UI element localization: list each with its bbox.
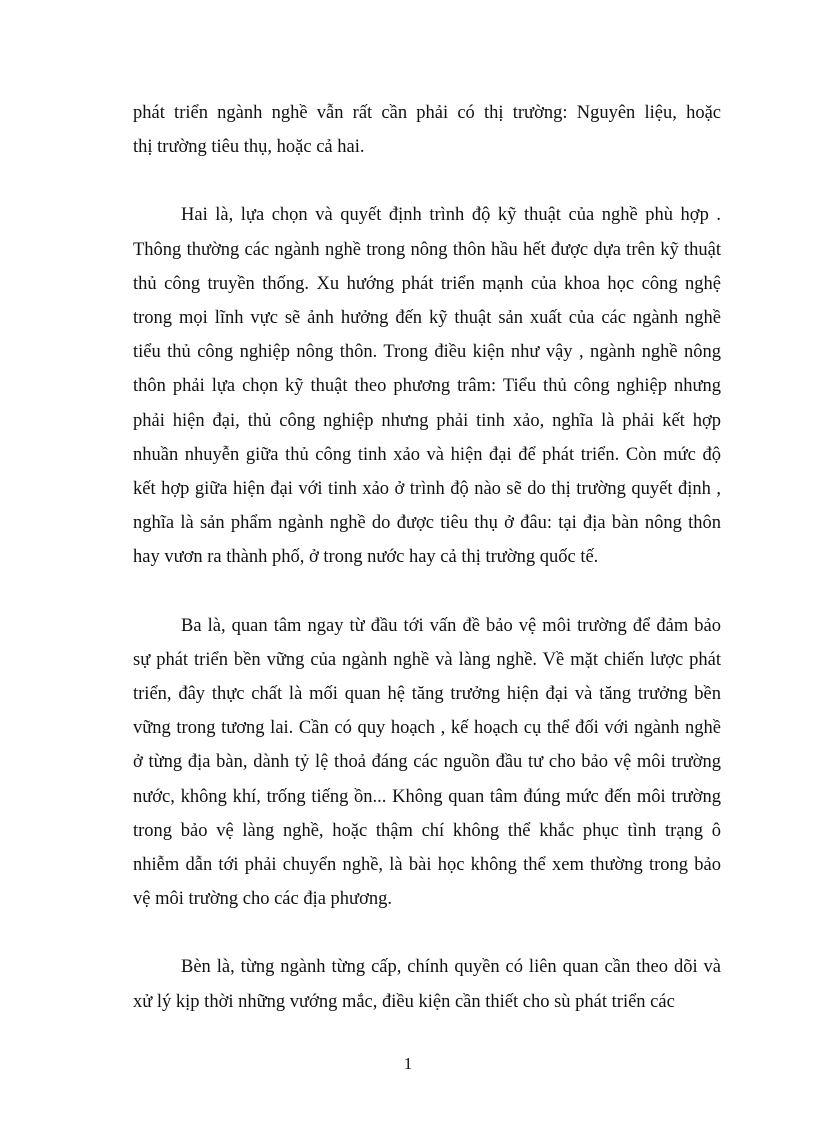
text-line: Bèn là, từng ngành từng cấp, chính quyền có liên quan cần theo dõi và: [181, 957, 721, 978]
text-line: trong bảo vệ làng nghề, hoặc thậm chí không thể khắc phục tình trạng ô: [133, 820, 721, 841]
paragraph-4: [133, 950, 721, 1018]
text-line: nhiễm dẫn tới phải chuyển nghề, là bài học không thể xem thường trong bảo: [133, 855, 721, 876]
text-line: nghĩa là sản phẩm ngành nghề do được tiêu thụ ở đâu: tại địa bàn nông thôn: [133, 513, 721, 534]
text-line: sự phát triển bền vững của ngành nghề và làng nghề. Về mặt chiến lược phát: [133, 649, 721, 670]
text-line: Thông thường các ngành nghề trong nông thôn hầu hết được dựa trên kỹ thuật: [133, 239, 721, 260]
text-line: trong mọi lĩnh vực sẽ ảnh hưởng đến kỹ thuật sản xuất của các ngành nghề: [133, 308, 721, 329]
text-line: xử lý kịp thời những vướng mắc, điều kiện cần thiết cho sù phát triển các: [133, 991, 675, 1012]
text-line: phát triển ngành nghề vẫn rất cần phải có thị trường: Nguyên liệu, hoặc: [133, 103, 721, 123]
text-line: hay vươn ra thành phố, ở trong nước hay cả thị trường quốc tế.: [133, 547, 599, 568]
text-line: kết hợp giữa hiện đại với tinh xảo ở trình độ nào sẽ do thị trường quyết định ,: [133, 479, 721, 500]
text-line: nước, không khí, trống tiếng ồn... Không quan tâm đúng mức đến môi trường: [133, 786, 721, 807]
paragraph-3: [133, 609, 721, 917]
paragraph-2: [133, 198, 721, 574]
text-line: Ba là, quan tâm ngay từ đầu tới vấn đề bảo vệ môi trường để đảm bảo: [181, 615, 721, 636]
text-line: phải hiện đại, thủ công nghiệp nhưng phải tinh xảo, nghĩa là phải kết hợp: [133, 410, 721, 431]
text-line: Hai là, lựa chọn và quyết định trình độ kỹ thuật của nghề phù hợp .: [181, 205, 721, 226]
paragraph-1: [133, 96, 721, 164]
text-line: vệ môi trường cho các địa phương.: [133, 889, 392, 910]
text-line: vững trong tương lai. Cần có quy hoạch , kế hoạch cụ thể đối với ngành nghề: [133, 718, 721, 739]
text-line: thôn phải lựa chọn kỹ thuật theo phương trâm: Tiểu thủ công nghiệp nhưng: [133, 376, 721, 397]
body-text: [133, 96, 721, 1053]
text-line: tiểu thủ công nghiệp nông thôn. Trong điều kiện như vậy , ngành nghề nông: [133, 342, 721, 363]
text-line: thủ công truyền thống. Xu hướng phát triển mạnh của khoa học công nghệ: [133, 273, 721, 294]
text-line: ở từng địa bàn, dành tỷ lệ thoả đáng các nguồn đầu tư cho bảo vệ môi trường: [133, 752, 721, 773]
page-number: 1: [403, 1054, 413, 1073]
text-line: triển, đây thực chất là mối quan hệ tăng trưởng hiện đại và tăng trưởng bền: [133, 684, 721, 705]
text-line: thị trường tiêu thụ, hoặc cả hai.: [133, 137, 365, 158]
text-line: nhuần nhuyễn giữa thủ công tinh xảo và hiện đại để phát triển. Còn mức độ: [133, 444, 721, 465]
